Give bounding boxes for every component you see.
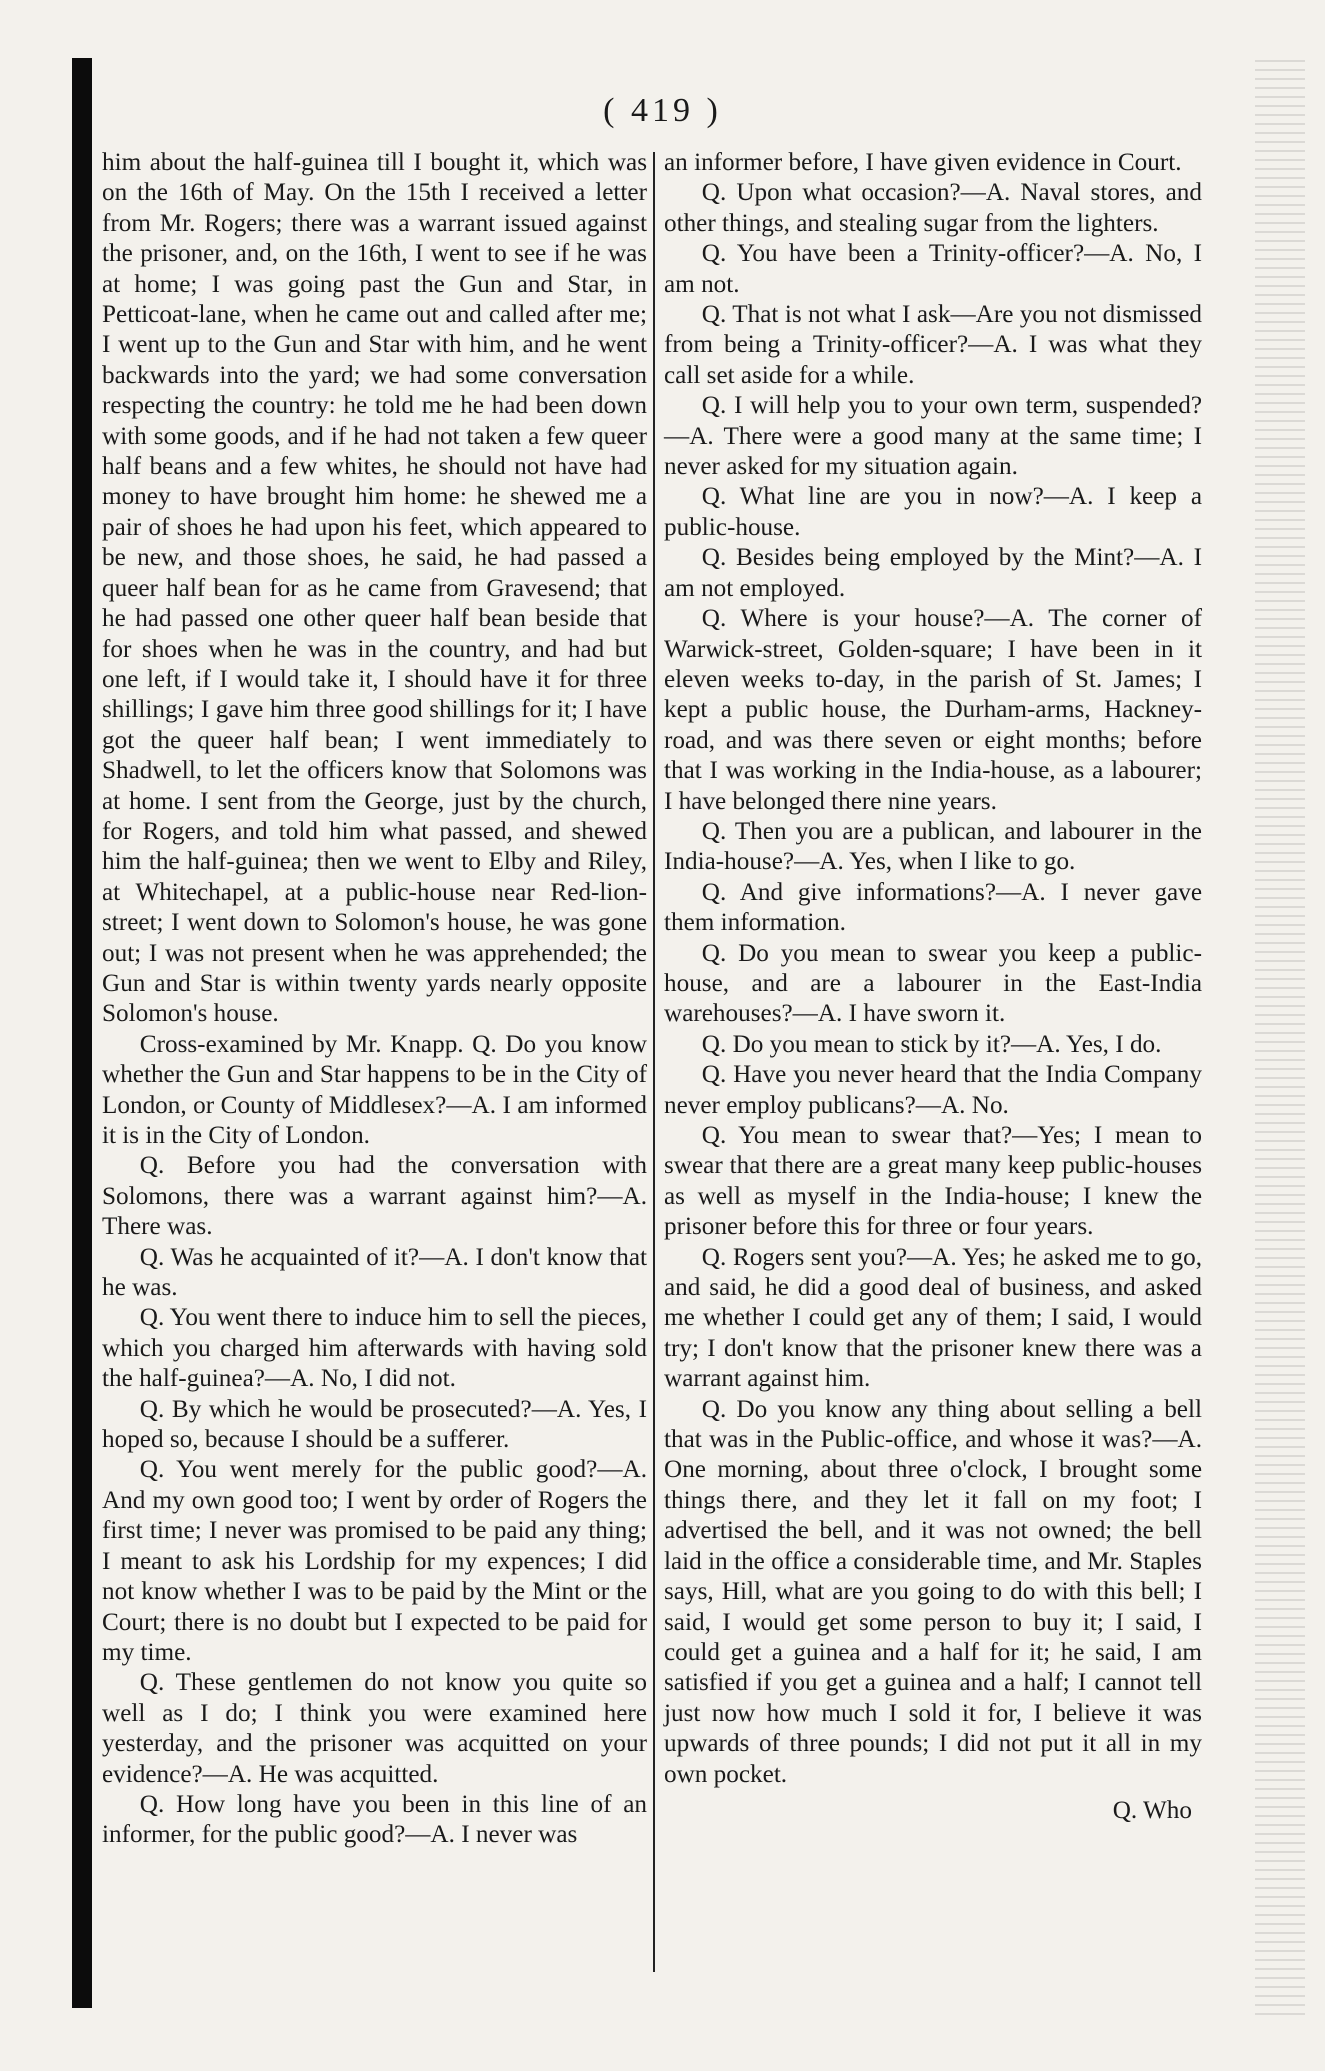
paragraph: Q. Where is your house?—A. The corner of Warwick-street, Golden-square; I have been in it eleven weeks to-day, in the parish of St. James; I kept a public house, the Durham-arms, Hackney-road, and was there seven or eight months; before that I was working in the India-house, as a labourer; I have belonged there nine years.: [664, 605, 1202, 815]
paragraph: Q. These gentlemen do not know you quite so well as I do; I think you were examined here yesterday, and the prisoner was acquitted on your evidence?—A. He was acquitted.: [102, 1669, 647, 1788]
catchword: Q. Who: [1112, 1796, 1192, 1824]
right-column: [664, 148, 1202, 1826]
paragraph: Q. You went merely for the public good?—A. And my own good too; I went by order of Rogers the first time; I never was promised to be paid any thing; I meant to ask his Lordship for my expences; I did not know whether I was to be paid by the Mint or the Court; there is no doubt but I expected to be paid for my time.: [102, 1456, 647, 1666]
paragraph: Q. What line are you in now?—A. I keep a public-house.: [664, 483, 1202, 541]
paragraph: Q. That is not what I ask—Are you not dismissed from being a Trinity-officer?—A. I was what they call set aside for a while.: [664, 301, 1202, 389]
paragraph: Q. You have been a Trinity-officer?—A. No, I am not.: [664, 240, 1202, 298]
column-divider: [653, 152, 655, 1972]
page-edge-shadow: [1255, 60, 1305, 2020]
paragraph: Q. I will help you to your own term, suspended?—A. There were a good many at the same time; I never asked for my situation again.: [664, 392, 1202, 481]
paragraph: Q. By which he would be prosecuted?—A. Yes, I hoped so, because I should be a sufferer.: [102, 1395, 647, 1454]
left-column: [102, 148, 647, 1851]
paragraph: Q. Upon what occasion?—A. Naval stores, and other things, and stealing sugar from the lighters.: [664, 179, 1202, 237]
paragraph: Q. Was he acquainted of it?—A. I don't know that he was.: [102, 1243, 647, 1302]
paragraph: Q. You went there to induce him to sell the pieces, which you charged him afterwards with having sold the half-guinea?—A. No, I did not.: [102, 1304, 647, 1393]
paragraph: Q. Do you mean to swear you keep a public-house, and are a labourer in the East-India warehouses?—A. I have sworn it.: [664, 939, 1202, 1028]
paragraph: Q. Then you are a publican, and labourer in the India-house?—A. Yes, when I like to go.: [664, 817, 1202, 876]
paragraph: Q. Rogers sent you?—A. Yes; he asked me to go, and said, he did a good deal of business, and asked me whether I could get any of them; I said, I would try; I don't know that the prisoner knew there was a warrant against him.: [664, 1243, 1202, 1393]
paragraph: him about the half-guinea till I bought it, which was on the 16th of May. On the 15th I received a letter from Mr. Rogers; there was a warrant issued against the prisoner, and, on the 16th, I went to see if he was at home; I was going past the Gun and Star, in Petticoat-lane, when he came out and called after me; I went up to the Gun and Star with him, and he went backwards into the yard; we had some conversation respecting the country: he told me he had been down with some goods, and if he had not taken a few queer half beans and a few whites, he should not have had money to have brought him home: he shewed me a pair of shoes he had upon his feet, which appeared to be new, and those shoes, he said, he had passed a queer half bean for as he came from Gravesend; that he had passed one other queer half bean beside that for shoes when he was in the country, and had but one left, if I would take it, I should have it for three shillings; I gave him three good shillings for it; I have got the queer half bean; I went immediately to Shadwell, to let the officers know that Solomons was at home. I sent from the George, just by the church, for Rogers, and told him what passed, and shewed him the half-guinea; then we went to Elby and Riley, at Whitechapel, at a public-house near Red-lion-street; I went down to Solomon's house, he was gone out; I was not present when he was apprehended; the Gun and Star is within twenty yards nearly opposite Solomon's house.: [102, 149, 647, 1028]
paragraph: Cross-examined by Mr. Knapp. Q. Do you know whether the Gun and Star happens to be in the City of London, or County of Middlesex?—A. I am informed it is in the City of London.: [102, 1030, 647, 1149]
binding-shadow: [72, 58, 92, 2008]
paragraph: Q. Besides being employed by the Mint?—A. I am not employed.: [664, 544, 1202, 602]
paragraph: Q. Have you never heard that the India Company never employ publicans?—A. No.: [664, 1061, 1202, 1119]
paragraph: Q. Do you know any thing about selling a bell that was in the Public-office, and whose it was?—A. One morning, about three o'clock, I brought some things there, and they let it fall on my foot; I advertised the bell, and it was not owned; the bell laid in the office a considerable time, and Mr. Staples says, Hill, what are you going to do with this bell; I said, I would get some person to buy it; I said, I could get a guinea and a half for it; he said, I am satisfied if you get a guinea and a half; I cannot tell just now how much I sold it for, I believe it was upwards of three pounds; I did not put it all in my own pocket.: [664, 1395, 1202, 1788]
paragraph: Q. Do you mean to stick by it?—A. Yes, I do.: [701, 1030, 1162, 1058]
paragraph: an informer before, I have given evidence in Court.: [664, 149, 1182, 176]
page-number: ( 419 ): [603, 92, 722, 129]
paragraph: Q. Before you had the conversation with Solomons, there was a warrant against him?—A. There was.: [102, 1152, 647, 1241]
paragraph: Q. How long have you been in this line of an informer, for the public good?—A. I never was: [102, 1790, 647, 1849]
paragraph: Q. You mean to swear that?—Yes; I mean to swear that there are a great many keep public-houses as well as myself in the India-house; I knew the prisoner before this for three or four years.: [664, 1122, 1202, 1241]
paragraph: Q. And give informations?—A. I never gave them information.: [664, 878, 1202, 937]
